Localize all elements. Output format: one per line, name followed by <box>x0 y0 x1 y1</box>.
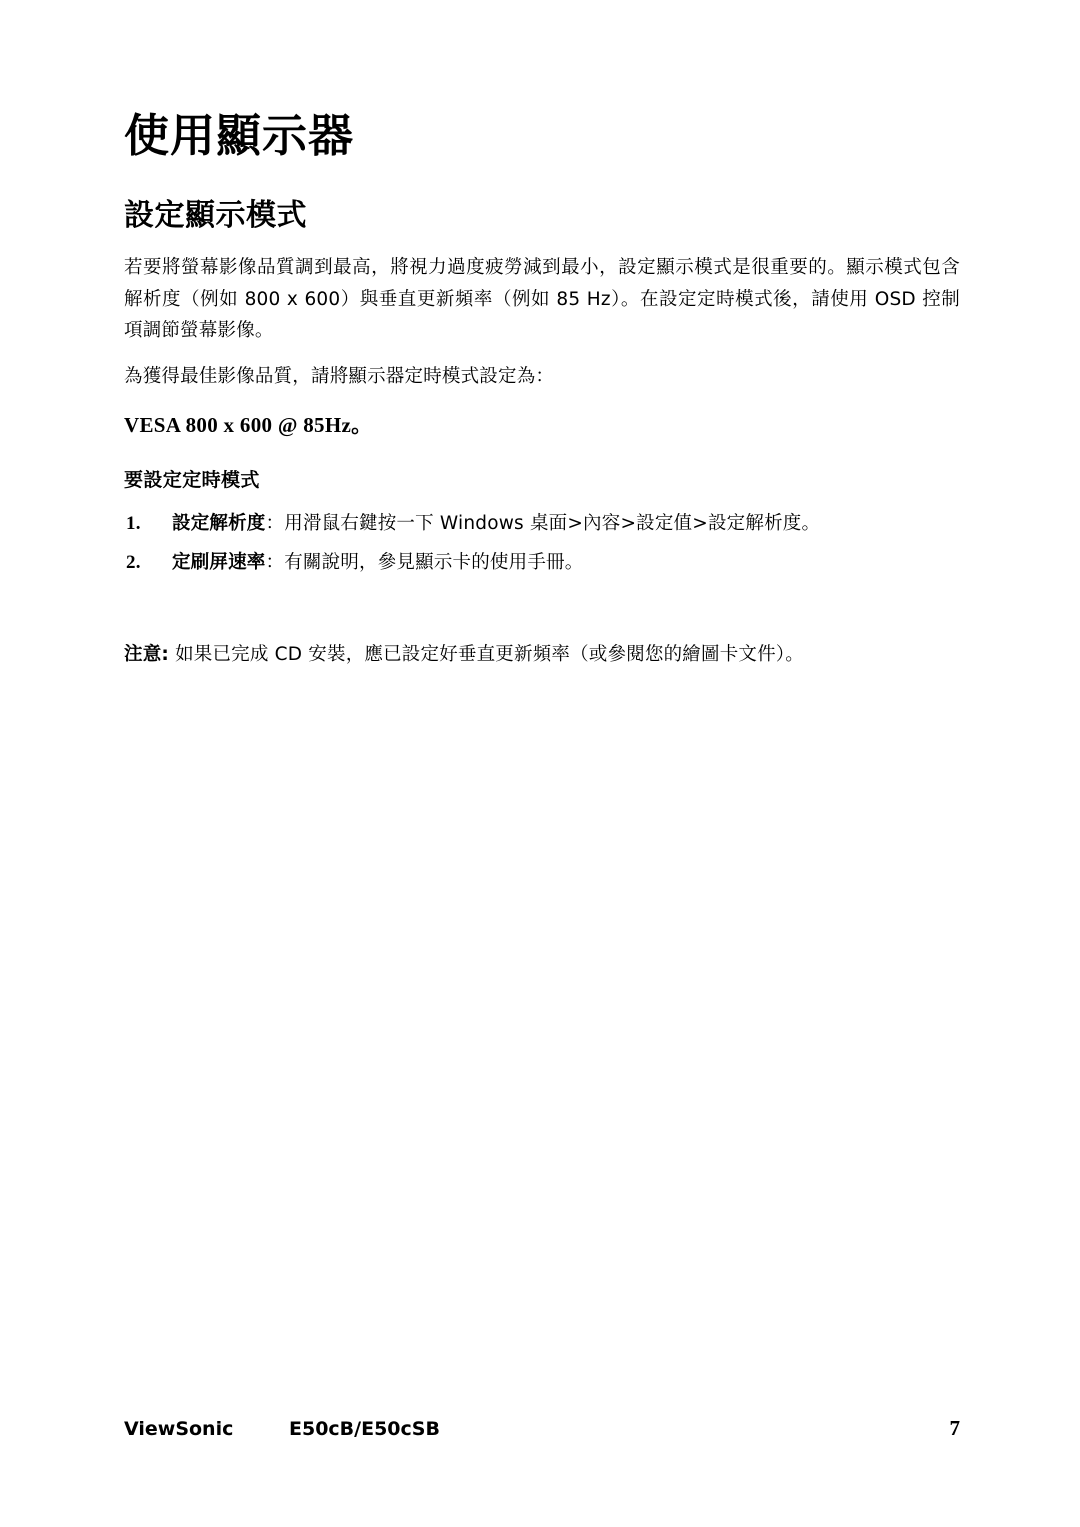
note-text: 如果已完成 CD 安裝，應已設定好垂直更新頻率（或參閱您的繪圖卡文件）。 <box>169 643 804 665</box>
page-footer <box>124 1416 960 1441</box>
footer-brand: ViewSonic <box>124 1418 234 1440</box>
paragraph-best-quality: 為獲得最佳影像品質，請將顯示器定時模式設定為： <box>124 366 555 388</box>
note-label: 注意: <box>124 643 169 665</box>
step-text: ：有關說明，參見顯示卡的使用手冊。 <box>265 552 584 574</box>
footer-page-number: 7 <box>949 1416 960 1440</box>
step-number: 2. <box>126 552 141 574</box>
vesa-spec-text: VESA 800 x 600 @ 85Hz。 <box>124 413 373 437</box>
subheading-set-timing-mode: 要設定定時模式 <box>124 469 260 491</box>
step-number: 1. <box>126 513 141 534</box>
chapter-title: 使用顯示器 <box>124 109 355 162</box>
note-paragraph <box>124 639 960 670</box>
steps-list <box>124 508 960 579</box>
page-content <box>124 110 960 689</box>
step-label: 定刷屏速率 <box>172 552 266 574</box>
list-item <box>124 508 960 539</box>
paragraph-intro: 若要將螢幕影像品質調到最高，將視力過度疲勞減到最小，設定顯示模式是很重要的。顯示模式包含解析度（例如 800 x 600）與垂直更新頻率（例如 85 Hz）。在設定定時模式後，請使用 OSD 控制項調節螢幕影像。 <box>124 256 960 342</box>
step-label: 設定解析度 <box>172 513 266 534</box>
footer-model: E50cB/E50cSB <box>289 1418 440 1440</box>
section-title: 設定顯示模式 <box>124 197 307 233</box>
step-text: ：用滑鼠右鍵按一下 Windows 桌面>內容>設定值>設定解析度。 <box>265 513 821 534</box>
list-item <box>124 547 960 578</box>
